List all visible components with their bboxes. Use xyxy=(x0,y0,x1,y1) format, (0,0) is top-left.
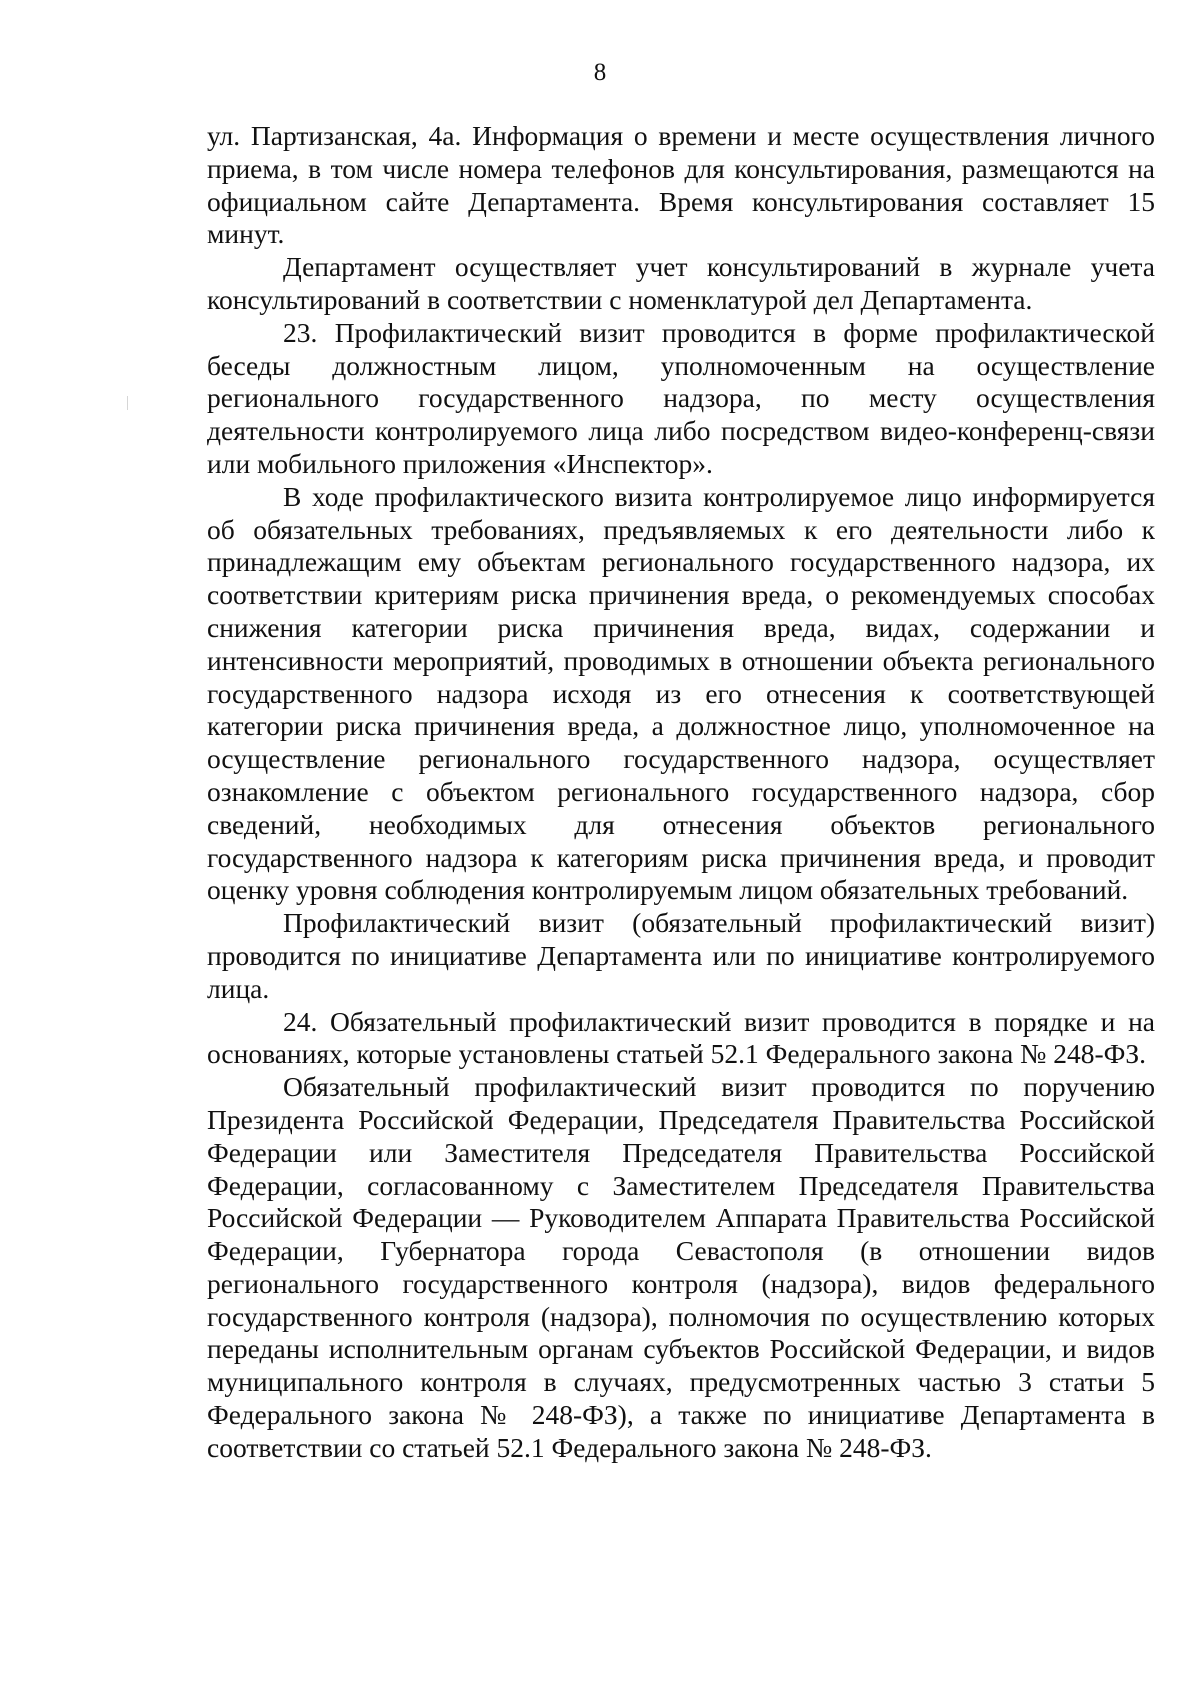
paragraph-address-continuation: ул. Партизанская, 4а. Информация о времени и месте осуществления личного приема, в том числе номера телефонов для консультирования, размещаются на официальном сайте Департамента. Время консультирования составляет 15 минут. xyxy=(207,120,1155,250)
paragraph-item-23: 23. Профилактический визит проводится в форме профилактической беседы должностным лицом, уполномоченным на осуществление регионального государственного надзора, по месту осуществления деятельности контролируемого лица либо посредством видео-конференц-связи или мобильного приложения «Инспектор». xyxy=(207,316,1155,479)
paragraph-visit-content: В ходе профилактического визита контролируемое лицо информируется об обязательных требованиях, предъявляемых к его деятельности либо к принадлежащим ему объектам регионального государственного надзора, их соответствии критериям риска причинения вреда, о рекомендуемых способах снижения категории риска причинения вреда, видах, содержании и интенсивности мероприятий, проводимых в отношении объекта регионального государственного надзора исходя из его отнесения к соответствующей категории риска причинения вреда, а должностное лицо, уполномоченное на осуществление регионального государственного надзора, осуществляет ознакомление с объектом регионального государственного надзора, сбор сведений, необходимых для отнесения объектов регионального государственного надзора к категориям риска причинения вреда, и проводит оценку уровня соблюдения контролируемым лицом обязательных требований. xyxy=(207,480,1155,906)
scan-mark xyxy=(127,396,128,410)
page-number: 8 xyxy=(593,59,607,86)
paragraph-mandatory-visit-grounds: Обязательный профилактический визит проводится по поручению Президента Российской Федерации, Председателя Правительства Российской Федерации или Заместителя Председателя Правительства Российской Федерации, согласованному с Заместителем Председателя Правительства Российской Федерации — Руководителем Аппарата Правительства Российской Федерации, Губернатора города Севастополя (в отношении видов регионального государственного контроля (надзора), видов федерального государственного контроля (надзора), полномочия по осуществлению которых переданы исполнительным органам субъектов Российской Федерации, и видов муниципального контроля в случаях, предусмотренных частью 3 статьи 5 Федерального закона № 248-ФЗ), а также по инициативе Департамента в соответствии со статьей 52.1 Федерального закона № 248-ФЗ. xyxy=(207,1071,1155,1463)
paragraph-consultation-journal: Департамент осуществляет учет консультирований в журнале учета консультирований в соответствии с номенклатурой дел Департамента. xyxy=(207,251,1155,315)
paragraph-item-24: 24. Обязательный профилактический визит проводится в порядке и на основаниях, которые установлены статьей 52.1 Федерального закона № 248-ФЗ. xyxy=(207,1005,1155,1070)
document-body xyxy=(207,120,1155,1465)
paragraph-visit-initiative: Профилактический визит (обязательный профилактический визит) проводится по инициативе Департамента или по инициативе контролируемого лица. xyxy=(207,907,1155,1004)
